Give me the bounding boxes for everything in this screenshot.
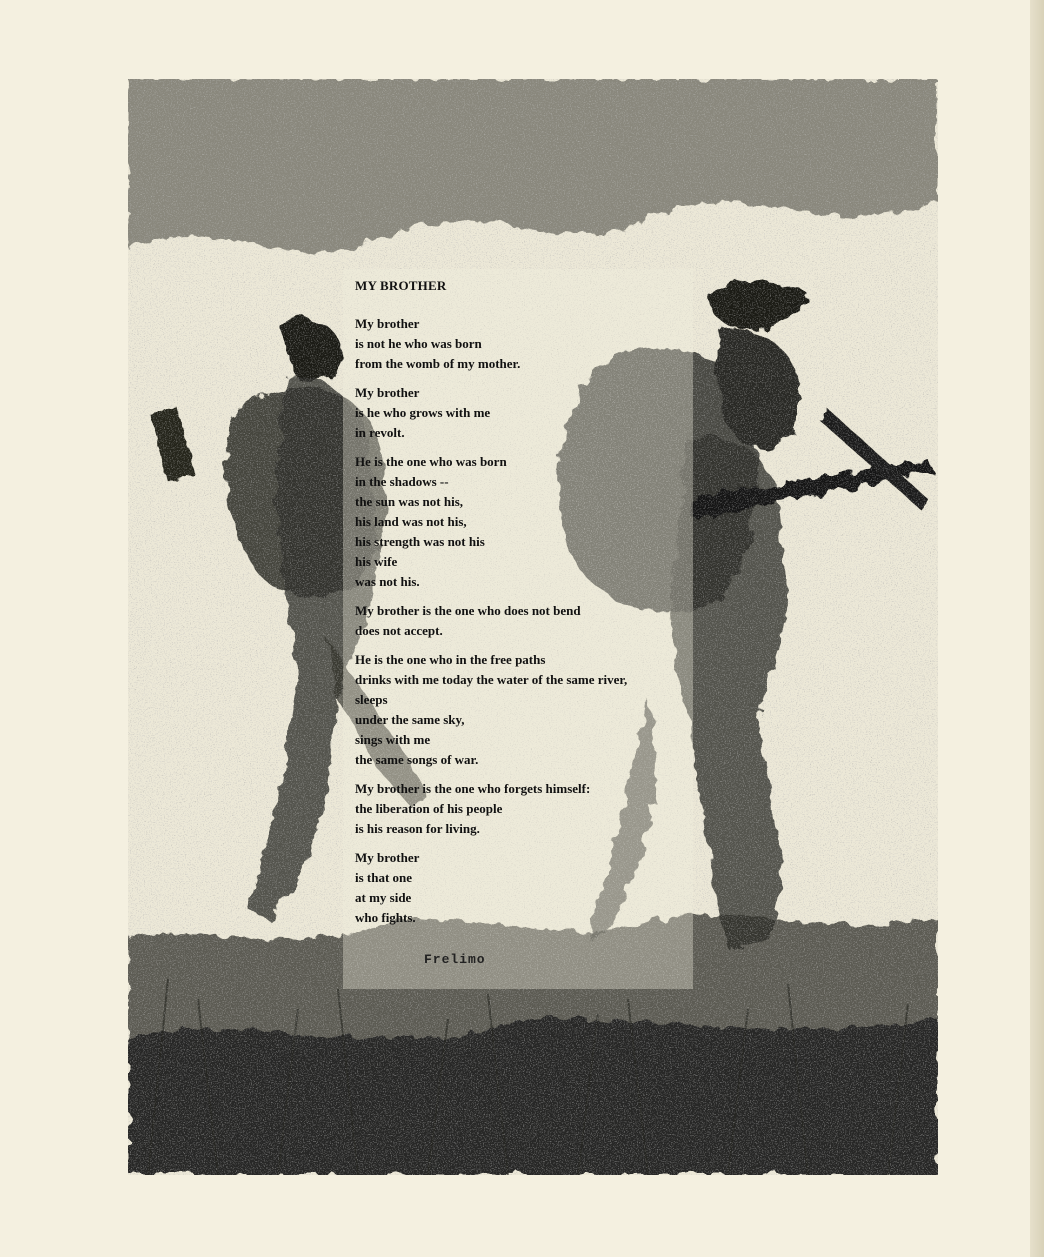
poem-stanza-4	[355, 601, 685, 641]
poem-stanza-3	[355, 452, 685, 592]
poem-line: My brother is the one who does not bend	[355, 603, 581, 618]
poem-line: who fights.	[355, 910, 416, 925]
poem-line: is his reason for living.	[355, 821, 480, 836]
poem-line: My brother	[355, 316, 420, 331]
poem-line: the same songs of war.	[355, 752, 479, 767]
poem-stanza-6	[355, 779, 685, 839]
poem-line: under the same sky,	[355, 712, 465, 727]
poem-line: was not his.	[355, 574, 420, 589]
poem-stanza-2	[355, 383, 685, 443]
poem-line: He is the one who in the free paths	[355, 652, 546, 667]
poem-line: is not he who was born	[355, 336, 482, 351]
poem-line: in the shadows --	[355, 474, 449, 489]
poem-line: at my side	[355, 890, 412, 905]
poem-stanza-7	[355, 848, 685, 928]
poem-line: from the womb of my mother.	[355, 356, 521, 371]
poem-line: sleeps	[355, 692, 388, 707]
poem-line: does not accept.	[355, 623, 443, 638]
poem-line: My brother	[355, 385, 420, 400]
poem-line: He is the one who was born	[355, 454, 507, 469]
poem-line: his wife	[355, 554, 398, 569]
poem-line: My brother	[355, 850, 420, 865]
poem-line: is he who grows with me	[355, 405, 491, 420]
poem-line: his strength was not his	[355, 534, 485, 549]
poem-line: sings with me	[355, 732, 431, 747]
poem-stanza-1	[355, 314, 685, 374]
poem-line: My brother is the one who forgets himself:	[355, 781, 591, 796]
poem-line: is that one	[355, 870, 413, 885]
poem-line: in revolt.	[355, 425, 405, 440]
poem-stanza-5	[355, 650, 685, 770]
page-edge	[1030, 0, 1044, 1257]
poem-line: his land was not his,	[355, 514, 467, 529]
poem-title: MY BROTHER	[355, 278, 447, 293]
poem-block	[355, 276, 685, 937]
poem-attribution: Frelimo	[424, 952, 486, 967]
poem-line: drinks with me today the water of the same river,	[355, 672, 628, 687]
poem-line: the sun was not his,	[355, 494, 464, 509]
poem-line: the liberation of his people	[355, 801, 503, 816]
